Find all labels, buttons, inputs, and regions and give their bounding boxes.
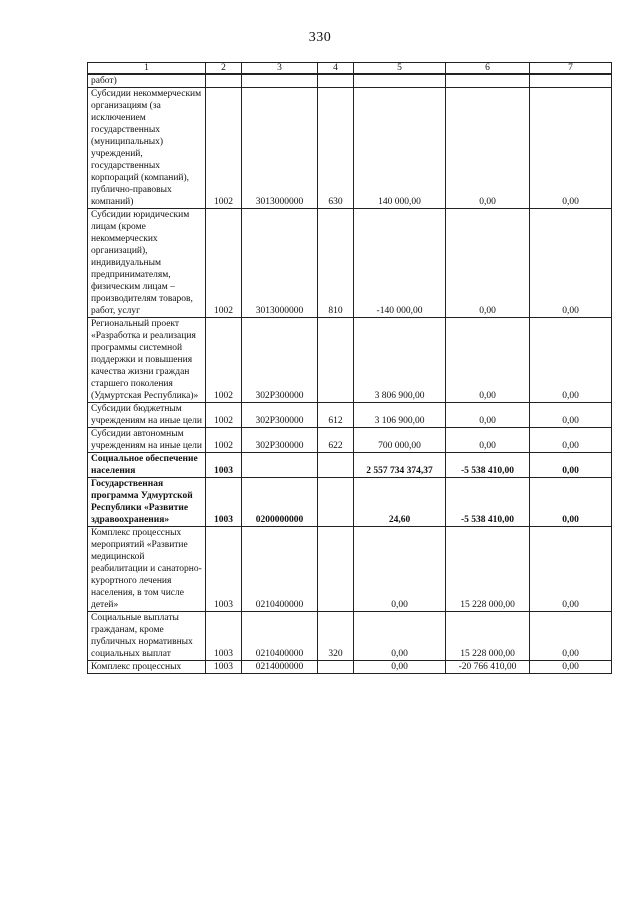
row-value-cell: 1003 [206,527,242,612]
row-value-cell: 0,00 [354,661,446,674]
row-value-cell [242,74,318,88]
row-name-cell: Субсидии автономным учреждениям на иные цели [88,428,206,453]
column-header: 2 [206,63,242,75]
row-value-cell: 302P300000 [242,428,318,453]
row-value-cell: 15 228 000,00 [446,612,530,661]
row-value-cell: 302P300000 [242,318,318,403]
row-value-cell: 3013000000 [242,88,318,209]
row-value-cell: 302P300000 [242,403,318,428]
table-row [88,661,612,674]
table-row [88,478,612,527]
row-value-cell: -140 000,00 [354,209,446,318]
row-value-cell: 0,00 [446,209,530,318]
row-value-cell: 0210400000 [242,612,318,661]
column-header: 3 [242,63,318,75]
table-row [88,612,612,661]
row-value-cell: 0,00 [446,403,530,428]
table-row [88,403,612,428]
row-value-cell: 2 557 734 374,37 [354,453,446,478]
row-value-cell: 0,00 [530,88,612,209]
row-name-cell: Социальные выплаты гражданам, кроме публичных нормативных социальных выплат [88,612,206,661]
column-header: 4 [318,63,354,75]
table-row [88,209,612,318]
row-value-cell [318,478,354,527]
row-value-cell: 3 106 900,00 [354,403,446,428]
row-value-cell: 810 [318,209,354,318]
row-name-cell: Субсидии некоммерческим организациям (за исключением государственных (муниципальных) учреждений, государственных корпораций (компаний), публично-правовых компаний) [88,88,206,209]
table-row [88,428,612,453]
budget-table [87,62,612,674]
row-name-cell: Государственная программа Удмуртской Республики «Развитие здравоохранения» [88,478,206,527]
row-value-cell: 0,00 [530,428,612,453]
row-value-cell: 1002 [206,403,242,428]
column-header: 5 [354,63,446,75]
row-value-cell [318,453,354,478]
row-value-cell: 0,00 [530,403,612,428]
table-row [88,88,612,209]
row-value-cell [242,453,318,478]
row-value-cell: 0214000000 [242,661,318,674]
row-name-cell: Субсидии юридическим лицам (кроме некоммерческих организаций), индивидуальным предпринимателям, физическим лицам – производителям товаров, работ, услуг [88,209,206,318]
table-row [88,453,612,478]
row-value-cell: 0,00 [530,209,612,318]
row-value-cell: 0,00 [530,453,612,478]
row-value-cell [530,74,612,88]
row-value-cell: 630 [318,88,354,209]
table-row [88,74,612,88]
row-value-cell: 0,00 [530,318,612,403]
row-value-cell: 1003 [206,661,242,674]
row-value-cell: 140 000,00 [354,88,446,209]
row-value-cell: 1002 [206,88,242,209]
row-value-cell: -5 538 410,00 [446,453,530,478]
row-value-cell: -5 538 410,00 [446,478,530,527]
row-value-cell: 622 [318,428,354,453]
row-name-cell: Региональный проект «Разработка и реализация программы системной поддержки и повышения качества жизни граждан старшего поколения (Удмуртская Республика)» [88,318,206,403]
row-value-cell: 1002 [206,318,242,403]
row-value-cell: 0,00 [446,318,530,403]
row-value-cell: 15 228 000,00 [446,527,530,612]
row-value-cell [318,318,354,403]
page-number: 330 [308,30,332,45]
row-value-cell [318,527,354,612]
row-value-cell: 0,00 [446,428,530,453]
row-value-cell: 700 000,00 [354,428,446,453]
row-value-cell [446,74,530,88]
row-value-cell: 1003 [206,453,242,478]
row-value-cell: 3 806 900,00 [354,318,446,403]
column-header: 6 [446,63,530,75]
row-value-cell: 24,60 [354,478,446,527]
row-value-cell: 0,00 [354,527,446,612]
row-value-cell: 320 [318,612,354,661]
row-value-cell [318,74,354,88]
row-value-cell: 612 [318,403,354,428]
row-value-cell: 0,00 [354,612,446,661]
column-header: 1 [88,63,206,75]
row-value-cell [318,661,354,674]
row-value-cell: 1003 [206,612,242,661]
row-value-cell: 0,00 [530,478,612,527]
row-value-cell: 1003 [206,478,242,527]
row-name-cell: Социальное обеспечение населения [88,453,206,478]
row-value-cell: 0,00 [530,661,612,674]
row-value-cell: 1002 [206,428,242,453]
row-value-cell: 0,00 [446,88,530,209]
row-value-cell: 0,00 [530,612,612,661]
row-value-cell: -20 766 410,00 [446,661,530,674]
table-row [88,318,612,403]
row-name-cell: Комплекс процессных [88,661,206,674]
column-header: 7 [530,63,612,75]
row-value-cell [206,74,242,88]
row-value-cell [354,74,446,88]
row-value-cell: 0210400000 [242,527,318,612]
table-row [88,527,612,612]
row-name-cell: Субсидии бюджетным учреждениям на иные цели [88,403,206,428]
row-value-cell: 0,00 [530,527,612,612]
row-value-cell: 3013000000 [242,209,318,318]
row-name-cell: работ) [88,74,206,88]
header-row [88,63,612,75]
row-value-cell: 1002 [206,209,242,318]
row-name-cell: Комплекс процессных мероприятий «Развитие медицинской реабилитации и санаторно-курортного лечения населения, в том числе детей» [88,527,206,612]
row-value-cell: 0200000000 [242,478,318,527]
